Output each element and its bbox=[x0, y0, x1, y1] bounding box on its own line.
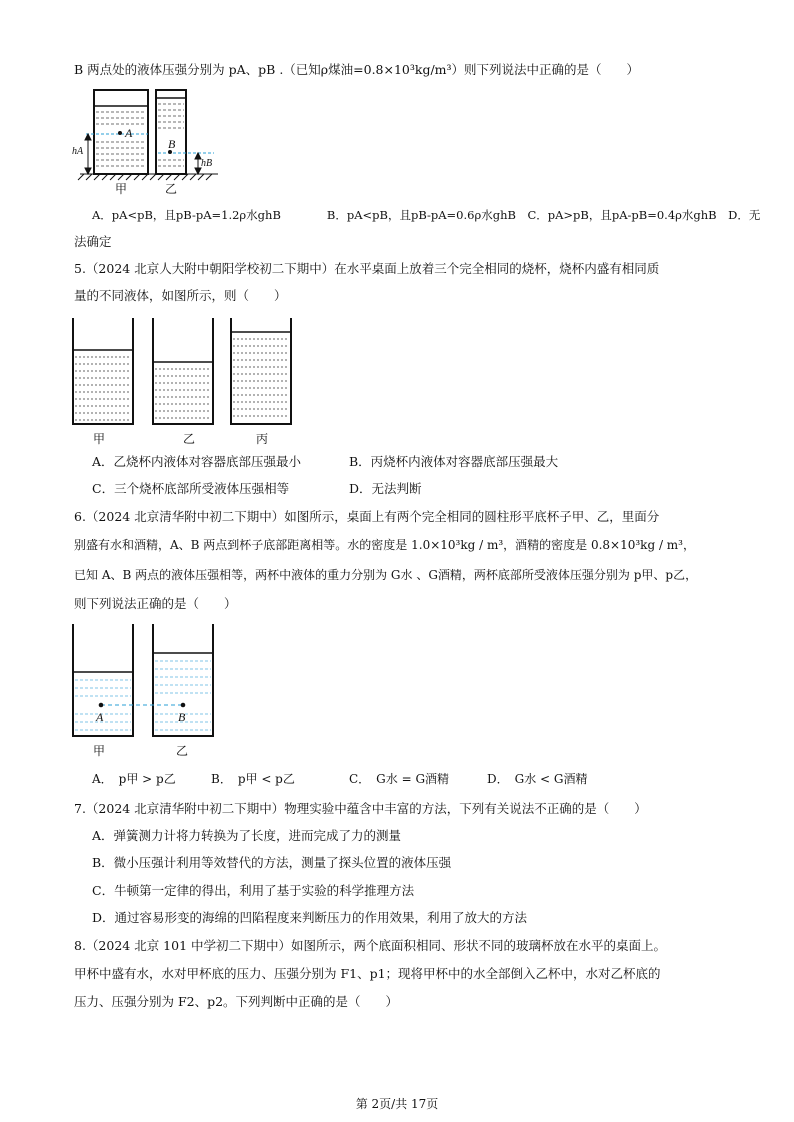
q7-option-b: B．微小压强计利用等效替代的方法，测量了探头位置的液体压强 bbox=[92, 855, 452, 870]
q4-options-line2: 法确定 bbox=[74, 234, 112, 249]
q5-option-b: B．丙烧杯内液体对容器底部压强最大 bbox=[349, 454, 559, 469]
q5-label-bing: 丙 bbox=[256, 432, 269, 446]
q4-options-line1: A．pA<pB，且pB-pA=1.2ρ水ghB B．pA<pB，且pB-pA=0.6ρ水ghB C．pA>pB，且pA-pB=0.4ρ水ghB D．无 bbox=[92, 208, 761, 222]
q4-label-yi: 乙 bbox=[165, 182, 178, 196]
q4-label-ha: hA bbox=[72, 146, 84, 157]
q4-label-a: A bbox=[125, 126, 133, 140]
q6-label-b: B bbox=[178, 710, 186, 724]
q5-option-d: D．无法判断 bbox=[349, 481, 422, 496]
q6-stem-line2: 别盛有水和酒精，A、B 两点到杯子底部距离相等。水的密度是 1.0×10³kg / m³，酒精的密度是 0.8×10³kg / m³， bbox=[74, 538, 695, 552]
q4-label-b: B bbox=[168, 137, 176, 151]
q5-label-jia: 甲 bbox=[93, 432, 106, 446]
q4-label-jia: 甲 bbox=[115, 182, 128, 196]
q5-option-c: C．三个烧杯底部所受液体压强相等 bbox=[92, 481, 290, 496]
q6-point-b bbox=[181, 703, 186, 708]
q7-option-d: D．通过容易形变的海绵的凹陷程度来判断压力的作用效果，利用了放大的方法 bbox=[92, 910, 528, 925]
q8-stem-line1: 8.（2024 北京 101 中学初二下期中）如图所示，两个底面积相同、形状不同的玻璃杯放在水平的桌面上。 bbox=[74, 938, 667, 953]
q5-option-a: A．乙烧杯内液体对容器底部压强最小 bbox=[92, 454, 302, 469]
q6-label-jia: 甲 bbox=[93, 744, 106, 758]
q8-stem-line3: 压力、压强分别为 F2、p2。下列判断中正确的是（ ） bbox=[74, 994, 399, 1009]
q7-option-a: A．弹簧测力计将力转换为了长度，进而完成了力的测量 bbox=[92, 828, 402, 843]
q6-stem-line4: 则下列说法正确的是（ ） bbox=[74, 596, 237, 611]
q6-label-a: A bbox=[96, 710, 104, 724]
page-number: 第 2页/共 17页 bbox=[355, 1097, 439, 1111]
q5-label-yi: 乙 bbox=[183, 432, 196, 446]
q6-option-b: B． p甲 < p乙 bbox=[211, 772, 295, 786]
q6-stem-line3: 已知 A、B 两点的液体压强相等，两杯中液体的重力分别为 G水 、G酒精，两杯底部所受液体压强分别为 p甲、p乙， bbox=[74, 568, 698, 582]
q6-point-a bbox=[99, 703, 104, 708]
q7-stem: 7.（2024 北京清华附中初二下期中）物理实验中蕴含中丰富的方法，下列有关说法不正确的是（ ） bbox=[74, 801, 647, 816]
q6-option-a: A． p甲 > p乙 bbox=[92, 772, 176, 786]
q5-stem-line2: 量的不同液体，如图所示，则（ ） bbox=[74, 288, 287, 303]
q7-option-c: C．牛顿第一定律的得出，利用了基于实验的科学推理方法 bbox=[92, 883, 415, 898]
q4-label-hb: hB bbox=[201, 158, 213, 169]
q6-option-c: C． G水 = G酒精 bbox=[349, 772, 450, 786]
q8-stem-line2: 甲杯中盛有水，水对甲杯底的压力、压强分别为 F1、p1；现将甲杯中的水全部倒入乙杯中，水对乙杯底的 bbox=[74, 966, 661, 981]
q6-stem-line1: 6.（2024 北京清华附中初二下期中）如图所示，桌面上有两个完全相同的圆柱形平底杯子甲、乙，里面分 bbox=[74, 509, 660, 524]
q5-stem-line1: 5.（2024 北京人大附中朝阳学校初二下期中）在水平桌面上放着三个完全相同的烧杯，烧杯内盛有相同质 bbox=[74, 261, 660, 276]
q4-stem-tail: B 两点处的液体压强分别为 pA、pB .（已知ρ煤油=0.8×10³kg/m³）则下列说法中正确的是（ ） bbox=[74, 62, 640, 77]
q6-option-d: D． G水 < G酒精 bbox=[487, 772, 588, 786]
q6-label-yi: 乙 bbox=[176, 744, 189, 758]
